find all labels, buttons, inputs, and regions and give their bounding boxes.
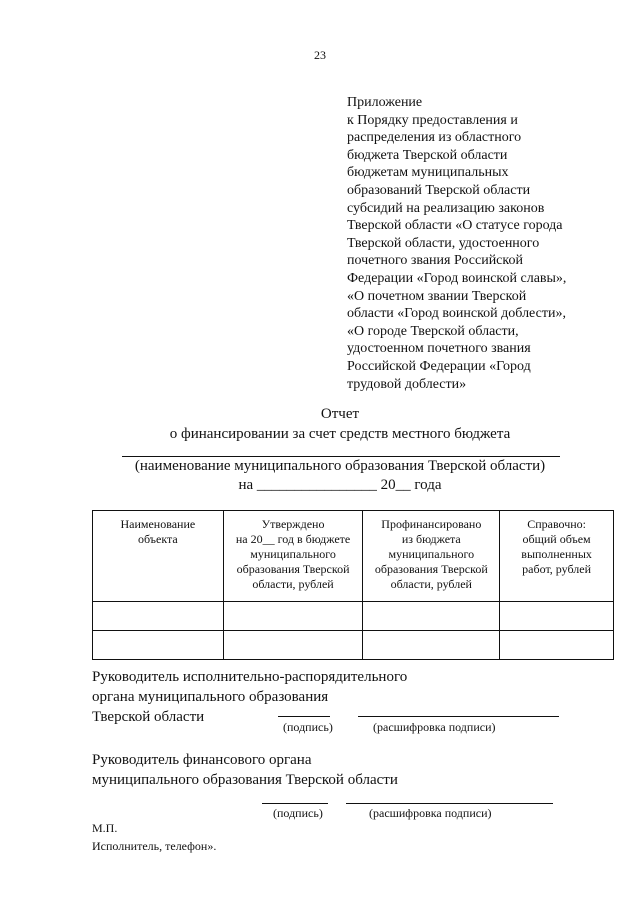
table-cell: [500, 631, 614, 660]
table-cell: [223, 602, 363, 631]
head-finance-block: [92, 750, 512, 790]
signature-caption: (подпись): [273, 806, 323, 820]
appendix-line: Тверской области «О статусе города: [347, 218, 563, 234]
header-reference: Справочно: общий объем выполненных работ, рублей: [500, 511, 614, 602]
head-executive-line: Руководитель исполнительно-распорядительного: [92, 669, 408, 685]
head-executive-block: [92, 667, 512, 727]
period-prefix: на: [238, 477, 254, 493]
appendix-line: Российской Федерации «Город: [347, 358, 531, 374]
appendix-line: бюджета Тверской области: [347, 147, 508, 163]
appendix-line: «О городе Тверской области,: [347, 323, 519, 339]
table-cell: [363, 631, 500, 660]
appendix-line: образований Тверской области: [347, 182, 531, 198]
table-row: [93, 602, 614, 631]
table-header-row: [93, 511, 614, 602]
executor-phone: Исполнитель, телефон».: [92, 839, 217, 853]
table-cell: [93, 602, 224, 631]
decoding-line: [358, 716, 559, 717]
period-suffix: года: [414, 477, 442, 493]
appendix-line: «О почетном звании Тверской: [347, 288, 527, 304]
head-finance-line: муниципального образования Тверской области: [92, 772, 398, 788]
period-blank: ________________: [256, 477, 377, 493]
decoding-caption: (расшифровка подписи): [369, 806, 492, 820]
appendix-line: к Порядку предоставления и: [347, 112, 518, 128]
page-number: 23: [314, 48, 326, 62]
decoding-line: [346, 803, 553, 804]
head-executive-line: органа муниципального образования: [92, 689, 329, 705]
header-object-name: Наименование объекта: [93, 511, 224, 602]
report-subtitle: о финансировании за счет средств местного бюджета: [169, 426, 511, 442]
appendix-line: трудовой доблести»: [347, 376, 467, 392]
head-executive-line: Тверской области: [92, 709, 205, 725]
appendix-line: области «Город воинской доблести»,: [347, 306, 566, 322]
table-cell: [93, 631, 224, 660]
table-row: [93, 631, 614, 660]
appendix-line: субсидий на реализацию законов: [347, 200, 545, 216]
stamp-place: М.П.: [92, 821, 118, 835]
financing-table: [92, 510, 614, 660]
appendix-block: [347, 94, 607, 393]
signature-caption: (подпись): [283, 720, 333, 734]
header-financed: Профинансировано из бюджета муниципального образования Тверской области, рублей: [363, 511, 500, 602]
table-cell: [223, 631, 363, 660]
signature-line: [262, 803, 328, 804]
appendix-line: удостоенном почетного звания: [347, 341, 531, 357]
signature-line: [278, 716, 330, 717]
decoding-caption: (расшифровка подписи): [373, 720, 496, 734]
header-approved: Утверждено на 20__ год в бюджете муниципального образования Тверской области, рублей: [223, 511, 363, 602]
period-year: 20__: [380, 477, 411, 493]
table-cell: [363, 602, 500, 631]
appendix-line: распределения из областного: [347, 130, 522, 146]
municipality-name-caption: (наименование муниципального образования Тверской области): [134, 458, 546, 474]
appendix-line: почетного звания Российской: [347, 253, 523, 269]
municipality-name-line: [122, 456, 560, 457]
appendix-line: Тверской области, удостоенного: [347, 235, 540, 251]
appendix-line: Приложение: [347, 95, 423, 110]
report-period: [0, 477, 640, 494]
table-cell: [500, 602, 614, 631]
appendix-line: Федерации «Город воинской славы»,: [347, 270, 567, 286]
report-title: Отчет: [320, 406, 360, 422]
head-finance-line: Руководитель финансового органа: [92, 752, 312, 768]
appendix-line: бюджетам муниципальных: [347, 165, 509, 181]
